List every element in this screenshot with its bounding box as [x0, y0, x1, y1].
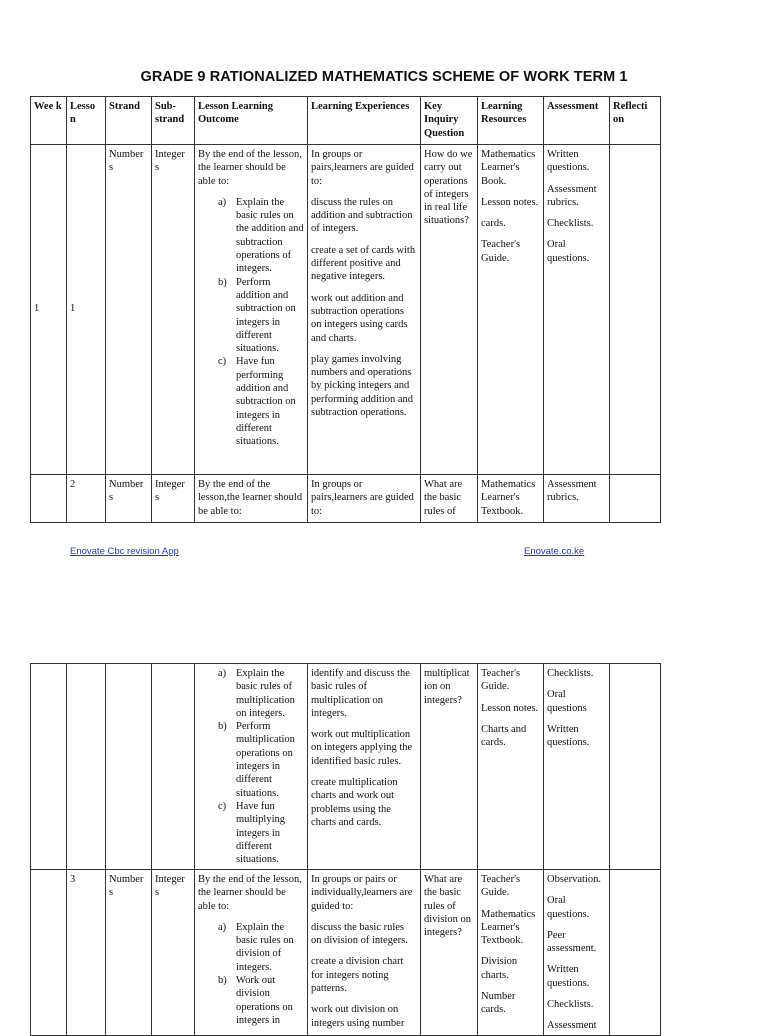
assessment-cell: Assessment rubrics.	[544, 475, 610, 523]
resource-item: Lesson notes.	[481, 196, 539, 208]
outcome-intro: By the end of the lesson, the learner should be able to:	[198, 149, 302, 187]
experiences-cell	[308, 870, 421, 1036]
assessment-item: Checklists.	[547, 218, 594, 230]
substrand-cell: Integer s	[152, 145, 195, 475]
resources-cell	[478, 145, 544, 475]
outcome-intro: By the end of the lesson, the learner should be able to:	[198, 874, 302, 912]
strand-cell: Number s	[106, 145, 152, 475]
assessment-item: Written questions.	[547, 149, 590, 174]
outcome-cell	[195, 145, 308, 475]
table-header-row	[31, 97, 661, 145]
outcome-list	[198, 667, 304, 866]
lesson-cell: 2	[67, 475, 106, 523]
resource-item: Lesson notes.	[481, 702, 539, 714]
table-row	[31, 145, 661, 475]
assessment-item: Observation.	[547, 874, 601, 885]
assessment-item: Peer assessment.	[547, 929, 597, 955]
footer-app-link[interactable]: Enovate Cbc revision App	[70, 546, 179, 557]
outcome-item: Work out division operations on integers in	[236, 975, 293, 1026]
experience-item: work out multiplication on integers applying the identified basic rules.	[311, 729, 413, 767]
experiences-cell	[308, 145, 421, 475]
resources-cell	[478, 870, 544, 1036]
resource-item: cards.	[481, 218, 506, 230]
experience-item: discuss the basic rules on division of integers.	[311, 921, 408, 947]
header-substrand: Sub- strand	[152, 97, 195, 145]
question-cell: What are the basic rules of	[421, 475, 478, 523]
experiences-cell: In groups or pairs,learners are guided to:	[308, 475, 421, 523]
outcome-item: Have fun performing addition and subtraction on integers in different situations.	[236, 356, 296, 448]
lesson-cell	[67, 664, 106, 870]
week-cell	[31, 870, 67, 1036]
assessment-item: Oral questions.	[547, 239, 590, 264]
assessment-cell	[544, 870, 610, 1036]
table-row	[31, 475, 661, 523]
assessment-item: Checklists.	[547, 999, 594, 1011]
lesson-cell: 3	[67, 870, 106, 1036]
assessment-item: Assessment	[547, 1020, 597, 1032]
outcome-item: Perform multiplication operations on integers in different situations.	[236, 721, 295, 799]
reflection-cell	[610, 870, 661, 1036]
assessment-item: Written questions.	[547, 723, 590, 749]
header-lesson: Lesso n	[67, 97, 106, 145]
experience-item: work out addition and subtraction operations on integers using cards and charts.	[311, 292, 408, 344]
assessment-item: Oral questions	[547, 689, 587, 714]
resources-cell	[478, 664, 544, 870]
strand-cell: Number s	[106, 475, 152, 523]
resource-item: Mathematics Learner's Textbook.	[481, 908, 536, 947]
reflection-cell	[610, 664, 661, 870]
outcome-item: Explain the basic rules on division of integers.	[236, 921, 294, 973]
document-title: GRADE 9 RATIONALIZED MATHEMATICS SCHEME OF WORK TERM 1	[140, 69, 628, 85]
question-cell: How do we carry out operations of integers in real life situations?	[421, 145, 478, 475]
header-outcome: Lesson Learning Outcome	[195, 97, 308, 145]
resource-item: Number cards.	[481, 991, 516, 1016]
experience-item: discuss the rules on addition and subtraction of integers.	[311, 196, 413, 235]
resource-item: Division charts.	[481, 956, 518, 981]
header-resources: Learning Resources	[478, 97, 544, 145]
table-row	[31, 870, 661, 1036]
assessment-cell	[544, 664, 610, 870]
question-cell: What are the basic rules of division on integers?	[421, 870, 478, 1036]
resource-item: Teacher's Guide.	[481, 874, 521, 899]
experience-item: play games involving numbers and operations by picking integers and performing addition and subtraction operations.	[311, 353, 414, 419]
header-week: Wee k	[31, 97, 67, 145]
reflection-cell	[610, 475, 661, 523]
experience-item: In groups or pairs or individually,learners are guided to:	[311, 874, 413, 912]
week-cell	[31, 664, 67, 870]
experience-item: work out division on integers using number	[311, 1004, 405, 1029]
experience-item: create a division chart for integers noting patterns.	[311, 956, 404, 995]
assessment-item: Assessment rubrics.	[547, 183, 597, 208]
outcome-item: Have fun multiplying integers in different situations.	[236, 800, 286, 866]
resource-item: Mathematics Learner's Book.	[481, 149, 536, 187]
outcome-list	[198, 196, 304, 449]
week-cell	[31, 475, 67, 523]
substrand-cell	[152, 664, 195, 870]
experience-item: identify and discuss the basic rules of multiplication on integers.	[311, 668, 410, 719]
outcome-item: Explain the basic rules of multiplication on integers.	[236, 668, 295, 719]
header-assessment: Assessment	[544, 97, 610, 145]
outcome-cell	[195, 870, 308, 1036]
outcome-cell: By the end of the lesson,the learner should be able to:	[195, 475, 308, 523]
header-question: Key Inquiry Question	[421, 97, 478, 145]
resources-cell: Mathematics Learner's Textbook.	[478, 475, 544, 523]
header-experiences: Learning Experiences	[308, 97, 421, 145]
assessment-item: Written questions.	[547, 964, 590, 989]
scheme-table-page2	[30, 663, 661, 1036]
outcome-list	[198, 921, 304, 1027]
scheme-table-page1	[30, 96, 661, 523]
lesson-cell: 1	[67, 145, 106, 475]
substrand-cell: Integer s	[152, 870, 195, 1036]
header-strand: Strand	[106, 97, 152, 145]
substrand-cell: Integer s	[152, 475, 195, 523]
outcome-item: Explain the basic rules on the addition and subtraction operations of integers.	[236, 196, 304, 275]
resource-item: Teacher's Guide.	[481, 239, 521, 264]
week-cell: 1	[31, 145, 67, 475]
strand-cell	[106, 664, 152, 870]
outcome-cell	[195, 664, 308, 870]
reflection-cell	[610, 145, 661, 475]
outcome-item: Perform addition and subtraction on integers in different situations.	[236, 276, 296, 355]
resource-item: Teacher's Guide.	[481, 668, 521, 693]
assessment-item: Oral questions.	[547, 895, 590, 920]
experience-item: create multiplication charts and work out problems using the charts and cards.	[311, 777, 398, 828]
experience-item: In groups or pairs,learners are guided to:	[311, 149, 414, 187]
question-cell: multiplicat ion on integers?	[421, 664, 478, 870]
strand-cell: Number s	[106, 870, 152, 1036]
header-reflection: Reflecti on	[610, 97, 661, 145]
table-row	[31, 664, 661, 870]
assessment-item: Checklists.	[547, 668, 594, 679]
experience-item: create a set of cards with different positive and negative integers.	[311, 244, 416, 283]
experiences-cell	[308, 664, 421, 870]
resource-item: Charts and cards.	[481, 723, 527, 749]
footer-site-link[interactable]: Enovate.co.ke	[524, 546, 585, 557]
assessment-cell	[544, 145, 610, 475]
